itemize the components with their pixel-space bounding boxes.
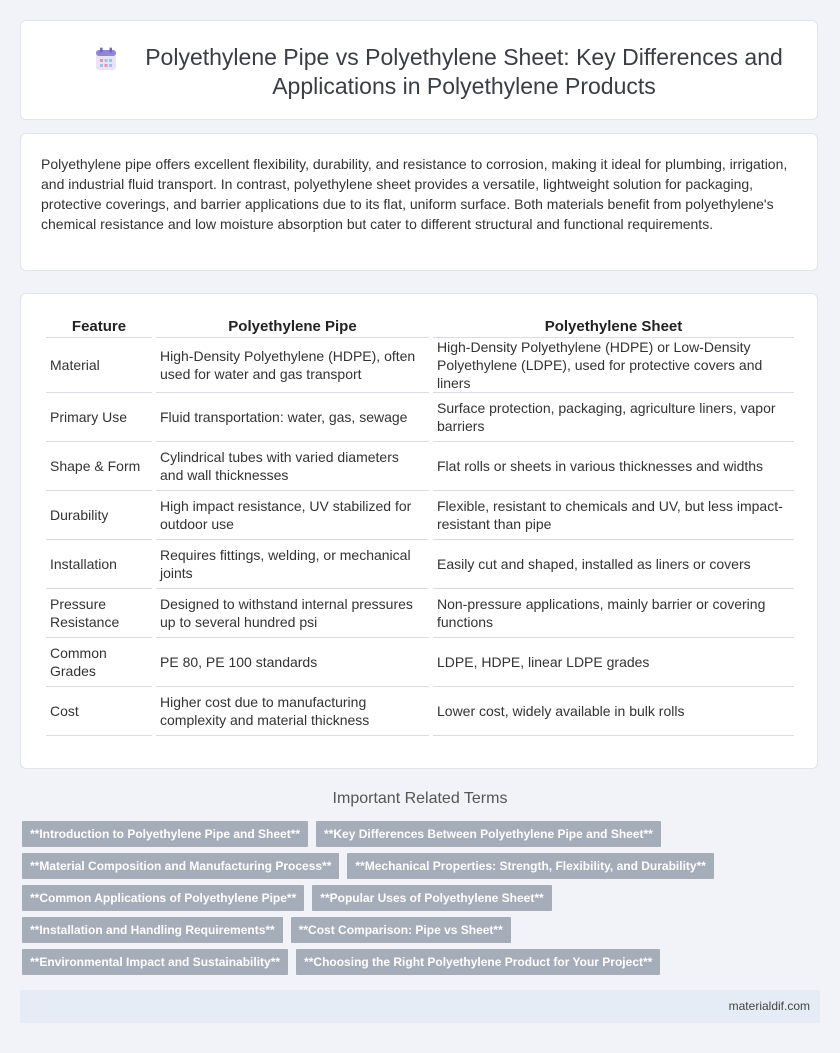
table-row	[46, 338, 794, 393]
calendar-icon	[95, 47, 117, 71]
comparison-table-card	[20, 293, 818, 769]
cell-feature: Cost	[46, 687, 152, 736]
related-term-tag[interactable]: **Mechanical Properties: Strength, Flexibility, and Durability**	[347, 853, 714, 879]
cell-feature: Common Grades	[46, 638, 152, 687]
related-term-tag[interactable]: **Cost Comparison: Pipe vs Sheet**	[291, 917, 511, 943]
cell-pipe: High impact resistance, UV stabilized for outdoor use	[156, 491, 429, 540]
cell-pipe: Cylindrical tubes with varied diameters and wall thicknesses	[156, 442, 429, 491]
intro-paragraph: Polyethylene pipe offers excellent flexibility, durability, and resistance to corrosion, making it ideal for plumbing, irrigation, and industrial fluid transport. In contrast, polyethylene sheet provides a versatile, lightweight solution for packaging, protective coverings, and barrier applications due to its flat, uniform surface. Both materials benefit from polyethylene's chemical resistance and low moisture absorption but cater to different structural and functional requirements.	[41, 156, 788, 232]
table-row	[46, 393, 794, 442]
cell-sheet: Lower cost, widely available in bulk rolls	[433, 687, 794, 736]
header-sheet: Polyethylene Sheet	[433, 315, 794, 338]
related-term-tag[interactable]: **Introduction to Polyethylene Pipe and Sheet**	[22, 821, 308, 847]
cell-pipe: Designed to withstand internal pressures up to several hundred psi	[156, 589, 429, 638]
footer-site-link[interactable]: materialdif.com	[728, 999, 810, 1013]
cell-pipe: Fluid transportation: water, gas, sewage	[156, 393, 429, 442]
cell-sheet: Non-pressure applications, mainly barrier or covering functions	[433, 589, 794, 638]
cell-feature: Primary Use	[46, 393, 152, 442]
cell-pipe: High-Density Polyethylene (HDPE), often used for water and gas transport	[156, 338, 429, 393]
table-row	[46, 589, 794, 638]
related-term-tag[interactable]: **Material Composition and Manufacturing Process**	[22, 853, 339, 879]
cell-feature: Pressure Resistance	[46, 589, 152, 638]
header-feature: Feature	[46, 315, 152, 338]
cell-sheet: Easily cut and shaped, installed as liners or covers	[433, 540, 794, 589]
related-term-tag[interactable]: **Choosing the Right Polyethylene Product for Your Project**	[296, 949, 660, 975]
related-term-tag[interactable]: **Common Applications of Polyethylene Pipe**	[22, 885, 304, 911]
cell-sheet: High-Density Polyethylene (HDPE) or Low-Density Polyethylene (LDPE), used for protective covers and liners	[433, 338, 794, 393]
footer	[20, 990, 820, 1023]
header-pipe: Polyethylene Pipe	[156, 315, 429, 338]
cell-pipe: Requires fittings, welding, or mechanical joints	[156, 540, 429, 589]
table-row	[46, 442, 794, 491]
cell-feature: Installation	[46, 540, 152, 589]
table-header-row	[46, 315, 794, 338]
related-terms-heading: Important Related Terms	[332, 790, 508, 807]
related-term-tag[interactable]: **Popular Uses of Polyethylene Sheet**	[312, 885, 551, 911]
cell-sheet: Flexible, resistant to chemicals and UV, but less impact-resistant than pipe	[433, 491, 794, 540]
cell-sheet: Flat rolls or sheets in various thicknesses and widths	[433, 442, 794, 491]
cell-pipe: Higher cost due to manufacturing complexity and material thickness	[156, 687, 429, 736]
cell-feature: Durability	[46, 491, 152, 540]
cell-pipe: PE 80, PE 100 standards	[156, 638, 429, 687]
table-row	[46, 687, 794, 736]
cell-sheet: Surface protection, packaging, agriculture liners, vapor barriers	[433, 393, 794, 442]
table-row	[46, 540, 794, 589]
comparison-table	[42, 315, 798, 736]
cell-feature: Shape & Form	[46, 442, 152, 491]
related-term-tag[interactable]: **Key Differences Between Polyethylene Pipe and Sheet**	[316, 821, 661, 847]
table-row	[46, 638, 794, 687]
title-card	[20, 20, 818, 120]
related-terms-list	[22, 821, 782, 975]
intro-card	[20, 133, 818, 271]
page-title: Polyethylene Pipe vs Polyethylene Sheet: Key Differences and Applications in Polyethylene Products	[145, 44, 783, 99]
table-row	[46, 491, 794, 540]
cell-feature: Material	[46, 338, 152, 393]
cell-sheet: LDPE, HDPE, linear LDPE grades	[433, 638, 794, 687]
related-term-tag[interactable]: **Installation and Handling Requirements**	[22, 917, 283, 943]
related-term-tag[interactable]: **Environmental Impact and Sustainability**	[22, 949, 288, 975]
